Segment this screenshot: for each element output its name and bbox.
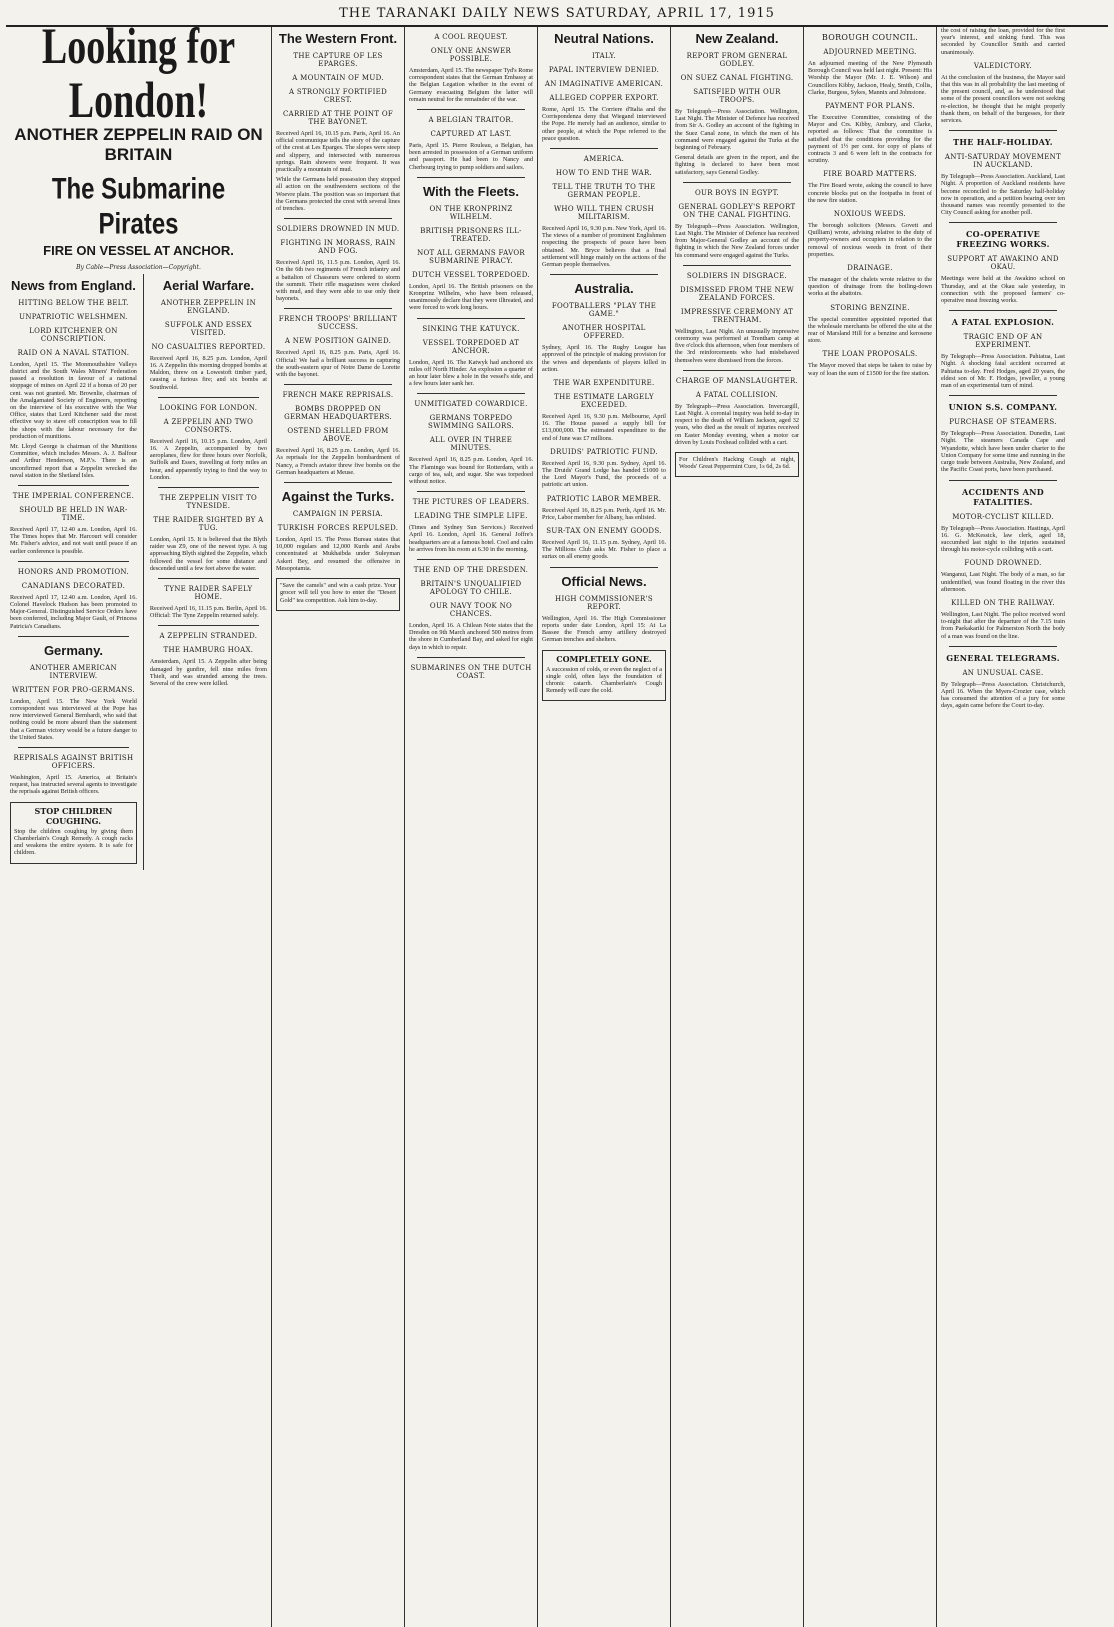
subhead: RAID ON A NAVAL STATION. (17, 348, 130, 357)
article-text: Wellington, Last Night. An unusually impressive ceremony was performed at Trentham camp at five o'clock this afternoon, when four members of the 3rd reinforcements who had misbehaved themselves were dismissed from the forces. (675, 327, 799, 364)
subhead: WHO WILL THEN CRUSH MILITARISM. (553, 205, 655, 222)
subhead: TYNE RAIDER SAFELY HOME. (164, 585, 253, 602)
subhead: FIRE BOARD MATTERS. (823, 170, 917, 179)
ad-title: COMPLETELY GONE. (556, 653, 652, 664)
subhead: ITALY. (591, 52, 617, 60)
subhead: OUR BOYS IN EGYPT. (694, 188, 780, 197)
subhead: SUBMARINES ON THE DUTCH COAST. (410, 663, 532, 680)
subhead: IMPRESSIVE CEREMONY AT TRENTHAM. (680, 307, 794, 324)
ad-text: Stop the children coughing by giving them Chamberlain's Cough Remedy. A cough racks and weakens the entire system. It is safe for children. (14, 827, 133, 857)
headline-new-zealand: New Zealand. (695, 31, 779, 46)
article-text: Mr. Lloyd George is chairman of the Munitions Committee, which includes Messrs. A. J. Balfour and Arthur Henderson, M.P.'s. There is an unconfirmed report that a Zeppelin wrecked the naval station in the Shetland Isles. (10, 443, 137, 479)
subhead: AMERICA. (583, 155, 625, 164)
subhead: SUFFOLK AND ESSEX VISITED. (164, 320, 252, 337)
subhead: SATISFIED WITH OUR TROOPS. (693, 88, 781, 104)
subhead: ANOTHER ZEPPELIN IN ENGLAND. (160, 298, 256, 315)
subhead: LEADING THE SIMPLE LIFE. (414, 512, 528, 521)
article-text: London, April 15. The New York World correspondent was interviewed at the Pope has now interviewed General Bernhardi, who said that nothing could be more absurd than the statement that a German victory would be a future danger to the United States. (10, 697, 137, 741)
subhead: WRITTEN FOR PRO-GERMANS. (12, 685, 135, 694)
article-text: Meetings were held at the Awakino school on Thursday, and at the Okau sale yesterday, in connection with the proposed farmers' co-operative meat freezing works. (941, 275, 1065, 305)
column-7 (936, 27, 1069, 1627)
article-text: General details are given in the report, and the fighting is declared to have been most satisfactory, says General Godley. (675, 154, 799, 176)
subhead: A COOL REQUEST. (434, 33, 508, 41)
subhead: CHARGE OF MANSLAUGHTER. (675, 376, 799, 385)
subhead: HIGH COMMISSIONER'S REPORT. (555, 594, 653, 611)
advertisement (10, 802, 137, 864)
subhead: BOROUGH COUNCIL. (821, 33, 919, 42)
subhead: THE ESTIMATE LARGELY EXCEEDED. (554, 393, 654, 410)
article-text: Received April 16, 11.15 p.m. Sydney, April 16. The Millions Club asks Mr. Fisher to place a surtax on all enemy goods. (542, 539, 666, 561)
subhead: ALL OVER IN THREE MINUTES. (429, 436, 513, 453)
subhead: GERMANS TORPEDO SWIMMING SAILORS. (428, 414, 514, 431)
ad-text: For Children's Hacking Cough at night, Woods' Great Peppermint Cure, 1s 6d, 2s 6d. (679, 456, 795, 471)
subhead: LOOKING FOR LONDON. (159, 403, 258, 412)
advertisement (276, 578, 400, 611)
subhead: THE ZEPPELIN VISIT TO TYNESIDE. (159, 494, 258, 511)
subhead: REPRISALS AGAINST BRITISH OFFICERS. (13, 754, 134, 771)
subhead: SOLDIERS IN DISGRACE. (686, 271, 788, 280)
headline-western-front: The Western Front. (278, 31, 398, 46)
article-text: Amsterdam, April 15. The newspaper Tyd's Rome correspondent states that the German Embassy at the Belgian Legation whether in the event of Germany evacuating Belgium the latter will remain neutral for the remainder of the war. (409, 67, 533, 103)
headline-neutral-nations: Neutral Nations. (554, 31, 654, 46)
article-text: The borough solicitors (Messrs. Govett and Quilliam) wrote, advising relative to the duty of property-owners and occupiers in relation to the removal of noxious weeds in front of their properties. (808, 222, 932, 258)
article-text: Received April 16, 8.25 p.m. Paris, April 16. Official: We had a brilliant success in capturing the south-eastern spur of Notre Dame de Lorette with the bayonet. (276, 349, 400, 379)
headline-news-england: News from England. (10, 277, 136, 293)
subhead: NOXIOUS WEEDS. (833, 210, 907, 219)
subhead: A ZEPPELIN STRANDED. (159, 632, 258, 641)
article-text: Received April 16, 8.25 p.m. London, April 16. As reprisals for the Zeppelin bombardment of Nancy, a French aviator threw five bombs on the German headquarters at Meuse. (276, 447, 400, 476)
banner-headline: Looking for London! (41, 27, 236, 129)
subhead: SUR-TAX ON ENEMY GOODS. (546, 527, 662, 536)
article-text: By Telegraph—Press Association. Pahiatua, Last Night. A shocking fatal accident occurred at Pahiatua to-day. Fred Hodges, aged 20 years, the eldest son of Mr. F. Hodges, jeweller, a young man of an experimental turn of mind. (941, 353, 1065, 390)
headline-against-turks: Against the Turks. (281, 489, 395, 505)
advertisement (675, 452, 799, 477)
column-3 (404, 27, 537, 1627)
article-text: Received April 16, 9.30 p.m. Sydney, April 16. The Druids' Grand Lodge has handed £1000 to the Lord Mayor's Fund, the proceeds of a patriotic art union. (542, 459, 666, 489)
subhead: THE WAR EXPENDITURE. (553, 379, 655, 388)
subhead: A ZEPPELIN AND TWO CONSORTS. (163, 417, 254, 434)
article-text: The Mayor moved that steps be taken to raise by way of loan the sum of £1500 for the fire station. (808, 362, 932, 377)
headline-aerial-warfare: Aerial Warfare. (162, 277, 255, 293)
subhead: FIGHTING IN MORASS, RAIN AND FOG. (280, 239, 396, 256)
subhead: ADJOURNED MEETING. (823, 48, 917, 56)
headline-germany: Germany. (43, 642, 103, 658)
subhead: UNION S.S. COMPANY. (948, 402, 1058, 413)
column-2 (271, 27, 404, 1627)
article-text: The Fire Board wrote, asking the council to have concrete blocks put on the footpaths in front of the new fire station. (808, 182, 932, 204)
subhead: ON THE KRONPRINZ WILHELM. (429, 204, 513, 221)
subhead: CAPTURED AT LAST. (430, 130, 512, 139)
subhead: TURKISH FORCES REPULSED. (277, 524, 399, 533)
article-text: An adjourned meeting of the New Plymouth Borough Council was held last night. Present: His Worship the Mayor (Mr. J. E. Wilson) and Councillors Kibby, Jackson, Healy, Smith, Collis, Clarke, Burgess, Sykes, Mannix and Johnstone. (808, 60, 932, 96)
subhead: A MOUNTAIN OF MUD. (292, 74, 384, 82)
subhead: HITTING BELOW THE BELT. (18, 298, 129, 307)
subhead: ANOTHER AMERICAN INTERVIEW. (29, 663, 117, 680)
article-text: Received April 16, 11.5 p.m. London, April 16. On the 6th two regiments of French infantry and a battalion of Chasseurs were ordered to storm the summit. Their rifle magazines were choked with mud, and they were able to use only their bayonets. (276, 259, 400, 303)
ad-title: STOP CHILDREN COUGHING. (34, 805, 113, 826)
article-text: Received April 16, 9.30 p.m. Melbourne, April 16. The House passed a supply bill for £13,000,000. The estimated expenditure to the end of June was £7 millions. (542, 413, 666, 442)
subhead: ON SUEZ CANAL FIGHTING. (680, 74, 794, 82)
subhead: PAPAL INTERVIEW DENIED. (548, 66, 660, 74)
subhead: ACCIDENTS AND FATALITIES. (962, 486, 1044, 507)
article-text: By Telegraph—Press Association. Hastings, April 16. G. McKessick, law clerk, aged 18, succumbed last night to the injuries sustained through his motor-cycle colliding with a cart. (941, 524, 1065, 554)
subhead: CAMPAIGN IN PERSIA. (292, 510, 384, 519)
subhead: REPORT FROM GENERAL GODLEY. (686, 52, 788, 68)
subhead: TRAGIC END OF AN EXPERIMENT. (963, 333, 1043, 350)
subhead: PURCHASE OF STEAMERS. (949, 418, 1057, 427)
subhead: FRENCH TROOPS' BRILLIANT SUCCESS. (278, 315, 398, 332)
subhead: TELL THE TRUTH TO THE GERMAN PEOPLE. (552, 183, 656, 200)
subhead: VALEDICTORY. (973, 61, 1033, 70)
article-text: Sydney, April 16. The Rugby League has approved of the principle of making provision for the wives and dependants of players killed in action. (542, 344, 666, 373)
subhead: STORING BENZINE. (830, 303, 910, 312)
article-text: Received April 17, 12.40 a.m. London, April 16. The Times hopes that Mr. Harcourt will consider Mr. Fisher's advice, and not wait until peace if an earlier conference is possible. (10, 526, 137, 555)
headline-fire-vessel: FIRE ON VESSEL AT ANCHOR. (43, 242, 234, 258)
subhead: BOMBS DROPPED ON GERMAN HEADQUARTERS. (284, 405, 392, 422)
headline-official-news: Official News. (561, 573, 647, 589)
subhead: FOOTBALLERS "PLAY THE GAME." (551, 302, 657, 319)
column-1 (6, 27, 271, 1627)
subcolumn-1a (10, 274, 137, 870)
subhead: CO-OPERATIVE FREEZING WORKS. (956, 229, 1050, 250)
subhead: KILLED ON THE RAILWAY. (951, 598, 1055, 607)
subhead: THE HALF-HOLIDAY. (953, 137, 1053, 148)
subhead: FRENCH MAKE REPRISALS. (282, 391, 394, 400)
subhead: DISMISSED FROM THE NEW ZEALAND FORCES. (680, 285, 794, 302)
masthead: THE TARANAKI DAILY NEWS SATURDAY, APRIL 17, 1915 (6, 6, 1108, 27)
subhead: A BELGIAN TRAITOR. (428, 116, 514, 125)
subhead: NO CASUALTIES REPORTED. (151, 342, 266, 351)
subhead: SHOULD BE HELD IN WAR-TIME. (19, 506, 128, 523)
subhead: UNPATRIOTIC WELSHMEN. (19, 312, 128, 321)
subhead: NOT ALL GERMANS FAVOR SUBMARINE PIRACY. (417, 248, 525, 265)
column-5 (670, 27, 803, 1627)
article-text: Received April 16, 8.25 p.m. Perth, April 16. Mr. Price, Labor member for Albany, has enlisted. (542, 506, 666, 521)
subhead: GENERAL GODLEY'S REPORT ON THE CANAL FIGHTING. (678, 202, 796, 219)
article-text: By Telegraph—Press Association. Wellington, Last Night. The Minister of Defence has received from Sir A. Godley an account of the fighting in the Suez Canal zone, in which the men of his command were engaged against the Turks at the beginning of February. (675, 108, 799, 152)
article-text: Wellington, Last Night. The police received word to-night that after the departure of the 7.15 train from Paekakariki for Palmerston North the body of a man was found on the line. (941, 610, 1065, 640)
subhead: DRAINAGE. (847, 264, 893, 273)
subhead: THE HAMBURG HOAX. (163, 646, 254, 655)
subhead: A NEW POSITION GAINED. (284, 337, 392, 346)
article-text: The special committee appointed reported that the wholesale merchants be offered the site at the rear of Marsland Hill for a benzine and kerosene store. (808, 315, 932, 345)
article-text: (Times and Sydney Sun Services.) Received April 16. London, April 16. General Joffre's headquarters are at a famous hotel. Cool and calm he arrives from his room at 6.30 in the morning. (409, 524, 533, 553)
subhead: OUR NAVY TOOK NO CHANCES. (429, 602, 513, 619)
subhead: LORD KITCHENER ON CONSCRIPTION. (29, 326, 118, 343)
subcolumn-1b (150, 274, 267, 870)
subhead: CARRIED AT THE POINT OF THE BAYONET. (282, 110, 394, 126)
subhead: ANTI-SATURDAY MOVEMENT IN AUCKLAND. (944, 153, 1062, 170)
subhead: ONLY ONE ANSWER POSSIBLE. (430, 47, 512, 63)
article-text: The Executive Committee, consisting of the Mayor and Crs. Kibby, Ambury, and Clarke, reported as follows: That the committee is satisfied that the conditions providing for the payment of 1½ per cent. for copy of plans of contracts 3 and 6 were left in the contracts for scrutiny. (808, 114, 932, 165)
subhead: MOTOR-CYCLIST KILLED. (952, 512, 1054, 521)
article-text: Received April 17, 12.40 a.m. London, April 16. Colonel Havelock Hudson has been promoted to Major-General. Distinguished Service Orders have been conferred, including Major Gault, of Princess Patricia's Canadians. (10, 593, 137, 630)
article-text: Wellington, April 16. The High Commissioner reports under date London, April 15: At La Bassee the French army artillery destroyed German trenches and shelters. (542, 614, 666, 644)
subhead: DUTCH VESSEL TORPEDOED. (412, 270, 530, 279)
subhead: THE END OF THE DRESDEN. (413, 566, 529, 575)
subhead: THE PICTURES OF LEADERS. (412, 498, 530, 507)
article-text: the cost of raising the loan, provided for the first year's interest, and sinking fund. This was seconded by Councillor Smith and carried unanimously. (941, 27, 1065, 56)
subhead: ANOTHER HOSPITAL OFFERED. (562, 324, 646, 341)
subhead: GENERAL TELEGRAMS. (946, 652, 1060, 663)
subhead: A STRONGLY FORTIFIED CREST. (288, 88, 388, 104)
subhead: PAYMENT FOR PLANS. (825, 102, 915, 111)
article-text: London, April 15. It is believed that the Blyth raider was Z9, one of the newest type. A tug approaching Blyth sighted the Zeppelin, which followed the vessel for some distance and descended until a few feet above the water. (149, 536, 267, 572)
subhead: CANADIANS DECORATED. (21, 581, 126, 590)
article-text: By Telegraph—Press Association. Invercargill, Last Night. A coronial inquiry was held to-day in respect to the death of William Jackson, aged 32 years, who died as the result of injuries received on Easter Monday evening, when a motor car driven by Louis Foxhead collided with a cart. (675, 402, 799, 446)
article-text: Rome, April 15. The Corriere d'Italia and the Corrispondenza deny that Wiegand interviewed the Pope. He merely had an audience, similar to other people, at which the Pope referred to the peace question. (542, 106, 666, 142)
subhead: ALLEGED COPPER EXPORT. (549, 94, 659, 102)
article-text: By Telegraph—Press Association. Dunedin, Last Night. The steamers Canada Cape and Wyandotte, which have been under charter to the Union Company for some time and running in the cargo trade between Australia, New Zealand, and the Pacific Coast ports, have been purchased. (941, 430, 1065, 474)
subhead: THE IMPERIAL CONFERENCE. (12, 492, 135, 501)
subhead: THE RAIDER SIGHTED BY A TUG. (153, 516, 264, 533)
article-text: Washington, April 15. America, at Britain's request, has instructed several agents to investigate the reprisals against British officers. (10, 774, 137, 796)
subhead: SUPPORT AT AWAKINO AND OKAU. (947, 255, 1059, 272)
article-text: Received April 16, 10.15 p.m. Paris, April 16. An official communique tells the story of the capture of the crest at Les Eparges. The slopes were steep and slippery, and intersected with numerous springs. Rain showers were frequent. It was practically a mountain of mud. (276, 130, 400, 174)
article-text: Received April 16, 10.15 p.m. London, April 16. A Zeppelin, accompanied by two aeroplanes, flew for three hours over Norfolk, Suffolk and Essex, travelling at forty miles an hour, and apparently trying to find the way to London. (149, 437, 267, 481)
byline: By Cable—Press Association—Copyright. (76, 263, 201, 271)
ad-text: A succession of colds, or even the neglect of a single cold, often lays the foundation of chronic catarrh. Chamberlain's Cough Remedy will cure the cold. (546, 665, 662, 695)
subhead: AN IMAGINATIVE AMERICAN. (544, 80, 664, 88)
ad-text: "Save the camels" and win a cash prize. Your grocer will tell you how to enter the "Desert Gold" tea competition. Ask him to-day. (280, 582, 396, 604)
article-text: Received April 16, 9.30 p.m. New York, April 16. The views of a number of prominent Englishmen respecting the prospects of peace have been obtained. Mr. Bryce believes that a final settlement will hinge mainly on the actions of the German people themselves. (542, 225, 666, 269)
subhead: BRITAIN'S UNQUALIFIED APOLOGY TO CHILE. (420, 580, 522, 597)
headline-australia: Australia. (574, 281, 634, 297)
article-text: Wanganui, Last Night. The body of a man, so far unidentified, was found floating in the river this afternoon. (941, 571, 1065, 593)
subhead: AN UNUSUAL CASE. (962, 668, 1044, 677)
article-text: Received April 16, 8.25 p.m. London, April 16. The Flamingo was bound for Rotterdam, with a cargo of tea, salt, and sugar. She was torpedoed without notice. (409, 456, 533, 486)
headline-submarine-pirates: The Submarine Pirates (51, 171, 226, 241)
subhead: VESSEL TORPEDOED AT ANCHOR. (422, 338, 520, 355)
article-text: By Telegraph—Press Association. Auckland, Last Night. A proportion of Auckland residents have become reconciled to the Saturday half-holiday now in operation, and a petition bearing over ten thousand names was recently presented to the City Council asking for another poll. (941, 173, 1065, 217)
subhead: PATRIOTIC LABOR MEMBER. (546, 494, 662, 503)
headline-with-fleets: With the Fleets. (423, 183, 519, 199)
subhead: OSTEND SHELLED FROM ABOVE. (287, 427, 389, 444)
advertisement (542, 650, 666, 702)
article-text: London, April 16. The British prisoners on the Kronprinz Wilhelm, who have been released, unanimously declare that they were illtreated, and were forced to work long hours. (409, 282, 533, 312)
article-text: London, April 16. A Chilean Note states that the Dresden on 9th March anchored 500 metres from the shore in Cumberland Bay, and asked for eight days in which to repair. (409, 622, 533, 651)
subhead: HONORS AND PROMOTION. (17, 567, 129, 576)
subhead: UNMITIGATED COWARDICE. (414, 400, 528, 409)
subhead: THE LOAN PROPOSALS. (822, 350, 918, 359)
article-text: Received April 16, 11.15 p.m. Berlin, April 16. Official: The Tyne Zeppelin returned safely. (149, 605, 267, 620)
article-text: At the conclusion of the business, the Mayor said that this was in all probability the last meeting of the present council, and, as he understood that some of the present councillors were not seeking re-election, he thought that he might properly thank them, on behalf of the burgesses, for their services. (941, 73, 1065, 125)
article-text: By Telegraph—Press Association. Christchurch, April 16. When the Myers-Crozier case, which has consumed the attention of a jury for some days, again came before the Court to-day. (941, 680, 1065, 710)
article-text: The manager of the chalets wrote relative to the question of drainage from the boiling-down works at the abattoirs. (808, 276, 932, 298)
article-text: Received April 16, 8.25 p.m. London, April 16. A Zeppelin this morning dropped bombs at Maldon, threw on a Lowestoft timber yard, causing a furious fire; and six bombs at Southwold. (149, 354, 267, 391)
article-text: London, April 15. The Monmouthshire Valleys district and the South Wales Miners' Federation passed a resolution in favour of a national stoppage of mines on April 22 if a bonus of 20 per cent. was not granted. Mr. Brownlie, chairman of the Amalgamated Society of Engineers, reporting on the interview of his executive with the War Office, states that Lord Kitchener said the most effective way to stave off conscription was to fill the shops with the labour necessary for the production of munitions. (10, 360, 137, 440)
article-text: Paris, April 15. Pierre Rouleau, a Belgian, has been arrested in possession of a German uniform and passport. He had been to Nancy and Cherbourg trying to pump soldiers and sailors. (409, 142, 533, 171)
article-text: London, April 16. The Katwyk had anchored six miles off North Hinder. An explosion a quarter of an hour later blew a hole in the vessel's side, and a few hours later sank her. (409, 358, 533, 388)
column-6 (803, 27, 936, 1627)
subhead: BRITISH PRISONERS ILL-TREATED. (420, 226, 522, 243)
column-4 (537, 27, 670, 1627)
subhead: FOUND DROWNED. (964, 559, 1042, 568)
article-text: By Telegraph—Press Association. Wellington, Last Night. The Minister of Defence has received from Major-General Godley an account of the fighting in which the New Zealand forces under his command were engaged against the Turks. (675, 222, 799, 259)
article-text: While the Germans held possession they stopped all action on the southwestern sections of the Woevre plain. The position was so important that the Germans protected the crest with several lines of trenches. (276, 176, 400, 213)
subhead: HOW TO END THE WAR. (555, 169, 653, 178)
subhead: A FATAL EXPLOSION. (951, 317, 1055, 328)
headline-zeppelin-raid: ANOTHER ZEPPELIN RAID ON BRITAIN (14, 124, 263, 164)
article-text: Amsterdam, April 15. A Zeppelin after being damaged by gunfire, fell nine miles from Thielt, and was stranded among the trees. Several of the crew were killed. (149, 658, 267, 688)
subhead: THE CAPTURE OF LES EPARGES. (293, 52, 383, 68)
subhead: DRUIDS' PATRIOTIC FUND. (550, 447, 658, 456)
subhead: A FATAL COLLISION. (695, 390, 779, 399)
subhead: SOLDIERS DROWNED IN MUD. (276, 225, 400, 234)
article-text: London, April 15. The Press Bureau states that 10,000 regulars and 12,000 Kurds and Arabs concentrated at Mukhaibda under Suleyman Askeri Bey, and resumed the offensive in Mesopotamia. (276, 536, 400, 572)
subhead: SINKING THE KATUYCK. (422, 324, 520, 333)
